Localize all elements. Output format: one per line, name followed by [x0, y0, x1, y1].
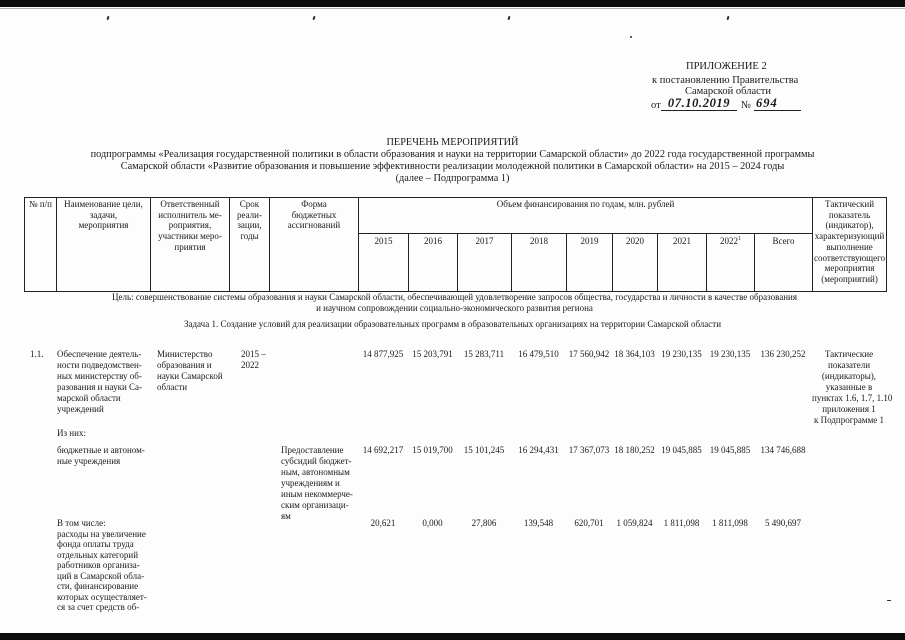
header-year-2019: 2019 [567, 234, 613, 292]
row-value-2018: 16 294,431 [518, 445, 559, 455]
subprogram-alias: (далее – Подпрограмма 1) [395, 173, 510, 184]
row-value-2021: 19 045,885 [661, 445, 702, 455]
row-value-2018: 139,548 [523, 518, 554, 528]
header-indicator: Тактический показатель (индикатор), характеризующий выполнение соответствующего мероприятия (мероприятий) [813, 198, 887, 292]
header-year-2016: 2016 [409, 234, 458, 292]
task-text: Задача 1. Создание условий для реализации образовательных программ в образовательных организациях на территории Самарской области [183, 319, 722, 329]
header-name: Наименование цели, задачи, мероприятия [57, 198, 151, 292]
subprogram-title-line-1: подпрограммы «Реализация государственной политики в области образования и науки на территории Самарской области» до 2022 года государственной программы [90, 149, 815, 160]
row-value-2021: 19 230,135 [661, 349, 702, 359]
scan-border-top [0, 0, 905, 7]
row-value-2020: 1 059,824 [616, 518, 653, 528]
row-value-2015: 14 692,217 [362, 445, 404, 455]
row-value-2021: 1 811,098 [663, 518, 700, 528]
appendix-title: ПРИЛОЖЕНИЕ 2 [686, 61, 767, 72]
scan-mark [507, 16, 510, 20]
header-total: Всего [755, 234, 813, 292]
scan-mark [106, 16, 109, 20]
header-year-2018: 2018 [512, 234, 567, 292]
row-activity-name: В том числе: расходы на увеличение фонда оплаты труда отдельных категорий работников организа- ций в Самарской обла- сти, финансирование которых осуществляет- ся за счет средств об- [57, 518, 147, 612]
scan-line-top [0, 8, 905, 9]
row-value-2016: 15 019,700 [412, 445, 453, 455]
row-responsible: Министерство образования и науки Самарской области [157, 349, 223, 392]
appendix-region-line: Самарской области [685, 86, 771, 97]
header-number: № п/п [25, 198, 57, 292]
appendix-date-handwritten: 07.10.2019 [661, 97, 737, 111]
header-year-2021: 2021 [658, 234, 707, 292]
appendix-number-handwritten: 694 [754, 97, 801, 111]
row-value-2019: 17 560,942 [568, 349, 610, 359]
row-indicator: Тактические показатели (индикаторы), указанные в пунктах 1.6, 1.7, 1.10 приложения 1 к Подпрограмме 1 [812, 349, 893, 425]
scan-mark [630, 36, 633, 39]
row-value-2019: 17 367,073 [568, 445, 610, 455]
header-year-2017: 2017 [458, 234, 512, 292]
scan-border-bottom [0, 633, 905, 640]
appendix-decree-line: к постановлению Правительства [652, 75, 799, 86]
row-budget-form: Предоставление субсидий бюджет- ным, автономным учреждениям и иным некоммерче- ским организаци- ям [281, 445, 353, 521]
row-value-2019: 620,701 [574, 518, 604, 528]
row-number: 1.1. [30, 349, 44, 359]
row-value-2022: 19 230,135 [709, 349, 751, 359]
header-year-2015: 2015 [359, 234, 409, 292]
row-value-total: 136 230,252 [760, 349, 806, 359]
row-term: 2015 – 2022 [241, 349, 266, 370]
year-label: 2022 [720, 236, 738, 246]
header-year-2020: 2020 [613, 234, 658, 292]
of-which-label: Из них: [57, 428, 86, 438]
subprogram-title-line-2: Самарской области «Развитие образования и повышение эффективности реализации молодежной политики в Самарской области» на 2015 – 2024 годы [120, 161, 785, 172]
scan-mark [312, 16, 315, 20]
row-value-2015: 14 877,925 [362, 349, 404, 359]
document-heading: ПЕРЕЧЕНЬ МЕРОПРИЯТИЙ [386, 137, 519, 148]
header-term: Срок реали- зации, годы [230, 198, 270, 292]
row-value-2018: 16 479,510 [518, 349, 559, 359]
scan-mark [726, 16, 729, 20]
header-budget-form: Форма бюджетных ассигнований [270, 198, 359, 292]
header-financing: Объем финансирования по годам, млн. рублей [359, 198, 813, 234]
header-responsible: Ответственный исполнитель ме- роприятия, участники меро- приятия [151, 198, 230, 292]
row-value-2015: 20,621 [370, 518, 396, 528]
appendix-number-sign: № [741, 100, 752, 111]
row-value-2020: 18 364,103 [614, 349, 655, 359]
scan-mark [887, 600, 891, 601]
row-value-2016: 15 203,791 [412, 349, 453, 359]
goal-text: Цель: совершенствование системы образования и науки Самарской области, обеспечивающей удовлетворение запросов общества, государства и личности в качестве образования и научном сопровождении социально-экономического развития региона [112, 292, 797, 313]
activities-table-header [24, 197, 887, 292]
footnote-marker: 1 [738, 236, 741, 242]
row-value-2017: 15 283,711 [463, 349, 505, 359]
row-value-2022: 19 045,885 [709, 445, 751, 455]
table-header-row [25, 198, 887, 234]
row-value-2017: 27,806 [471, 518, 497, 528]
row-value-2017: 15 101,245 [463, 445, 505, 455]
row-value-total: 134 746,688 [760, 445, 806, 455]
row-value-2020: 18 180,252 [614, 445, 655, 455]
row-activity-name: бюджетные и автоном- ные учреждения [57, 445, 145, 466]
appendix-date-prefix: от [651, 100, 661, 111]
row-value-total: 5 490,697 [765, 518, 801, 528]
header-year-2022 [707, 234, 755, 292]
row-activity-name: Обеспечение деятель- ности подведомствен- ных министерству об- разования и науки Са- марской области учреждений [57, 349, 142, 414]
row-value-2016: 0,000 [422, 518, 443, 528]
row-value-2022: 1 811,098 [712, 518, 748, 528]
